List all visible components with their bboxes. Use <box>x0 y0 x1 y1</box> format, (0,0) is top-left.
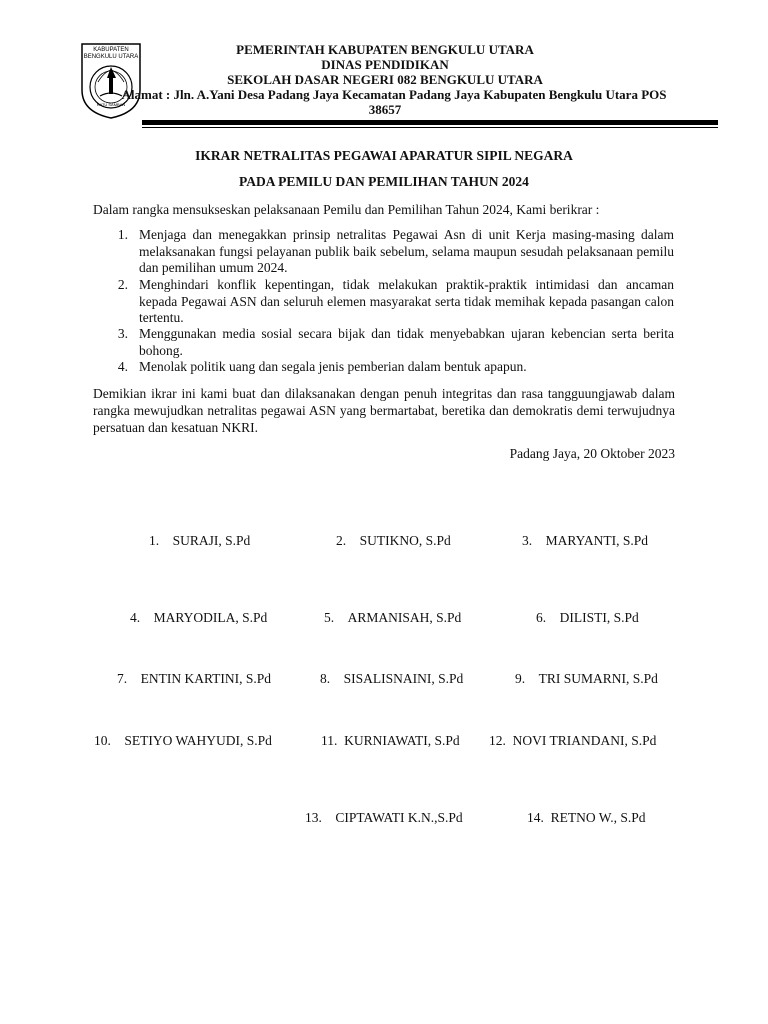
header-divider-thick <box>142 120 718 125</box>
header-line-3: SEKOLAH DASAR NEGERI 082 BENGKULU UTARA <box>227 72 543 87</box>
pledge-item-number: 4. <box>117 359 128 374</box>
closing-paragraph: Demikian ikrar ini kami buat dan dilaksanakan dengan penuh integritas dan rasa tangguungjawab dalam rangka mewujudkan netralitas pegawai ASN yang bermartabat, beretika dan demokratis demi terwujudnya persatuan dan kesatuan NKRI. <box>93 386 675 435</box>
signatory: 13. CIPTAWATI K.N.,S.Pd <box>305 810 463 825</box>
pledge-item-text: Menggunakan media sosial secara bijak dan tidak menyebabkan ujaran kebencian serta berita bohong. <box>139 326 674 358</box>
pledge-item-number: 3. <box>117 326 128 341</box>
signatory: 8. SISALISNAINI, S.Pd <box>320 671 464 686</box>
header-line-2: DINAS PENDIDIKAN <box>321 57 449 72</box>
logo-text-bottom: RATU SAMBAN <box>96 102 126 107</box>
signatory: 11. KURNIAWATI, S.Pd <box>321 733 460 748</box>
pledge-item-number: 2. <box>117 277 128 292</box>
signatory: 1. SURAJI, S.Pd <box>149 533 251 548</box>
pledge-item-number: 1. <box>117 227 128 242</box>
logo-text-mid: BENGKULU UTARA <box>83 54 139 60</box>
signatory: 9. TRI SUMARNI, S.Pd <box>515 671 658 686</box>
document-title: IKRAR NETRALITAS PEGAWAI APARATUR SIPIL NEGARA <box>195 148 573 163</box>
header-postal-code: 38657 <box>368 102 402 117</box>
header-address: Alamat : Jln. A.Yani Desa Padang Jaya Kecamatan Padang Jaya Kabupaten Bengkulu Utara POS <box>121 87 667 102</box>
signatory: 5. ARMANISAH, S.Pd <box>324 610 462 625</box>
place-date: Padang Jaya, 20 Oktober 2023 <box>509 446 675 461</box>
signatory: 3. MARYANTI, S.Pd <box>522 533 649 548</box>
document-subtitle: PADA PEMILU DAN PEMILIHAN TAHUN 2024 <box>239 174 529 189</box>
header-divider-thin <box>142 127 718 128</box>
regency-logo <box>80 42 142 120</box>
signatory: 7. ENTIN KARTINI, S.Pd <box>117 671 272 686</box>
signatory: 10. SETIYO WAHYUDI, S.Pd <box>94 733 272 748</box>
header-line-1: PEMERINTAH KABUPATEN BENGKULU UTARA <box>236 42 534 57</box>
pledge-item-text: Menghindari konflik kepentingan, tidak melakukan praktik-praktik intimidasi dan ancaman kepada Pegawai ASN dan seluruh elemen masyarakat serta tidak memihak kepada pasangan calon tertentu. <box>139 277 674 325</box>
signatory: 12. NOVI TRIANDANI, S.Pd <box>489 733 657 748</box>
intro-text: Dalam rangka mensukseskan pelaksanaan Pemilu dan Pemilihan Tahun 2024, Kami berikrar : <box>93 202 600 217</box>
pledge-item-text: Menjaga dan menegakkan prinsip netralitas Pegawai Asn di unit Kerja masing-masing dalam melaksanakan fungsi pelayanan publik baik sebelum, selama maupun sesudah pelaksanaan pemilu dan pemilihan umum 2024. <box>139 227 674 275</box>
logo-text-top: KABUPATEN <box>93 47 129 53</box>
signatory: 14. RETNO W., S.Pd <box>527 810 646 825</box>
signatory: 6. DILISTI, S.Pd <box>536 610 639 625</box>
signatory: 4. MARYODILA, S.Pd <box>130 610 268 625</box>
signatory: 2. SUTIKNO, S.Pd <box>336 533 451 548</box>
pledge-item-text: Menolak politik uang dan segala jenis pemberian dalam bentuk apapun. <box>139 359 527 374</box>
